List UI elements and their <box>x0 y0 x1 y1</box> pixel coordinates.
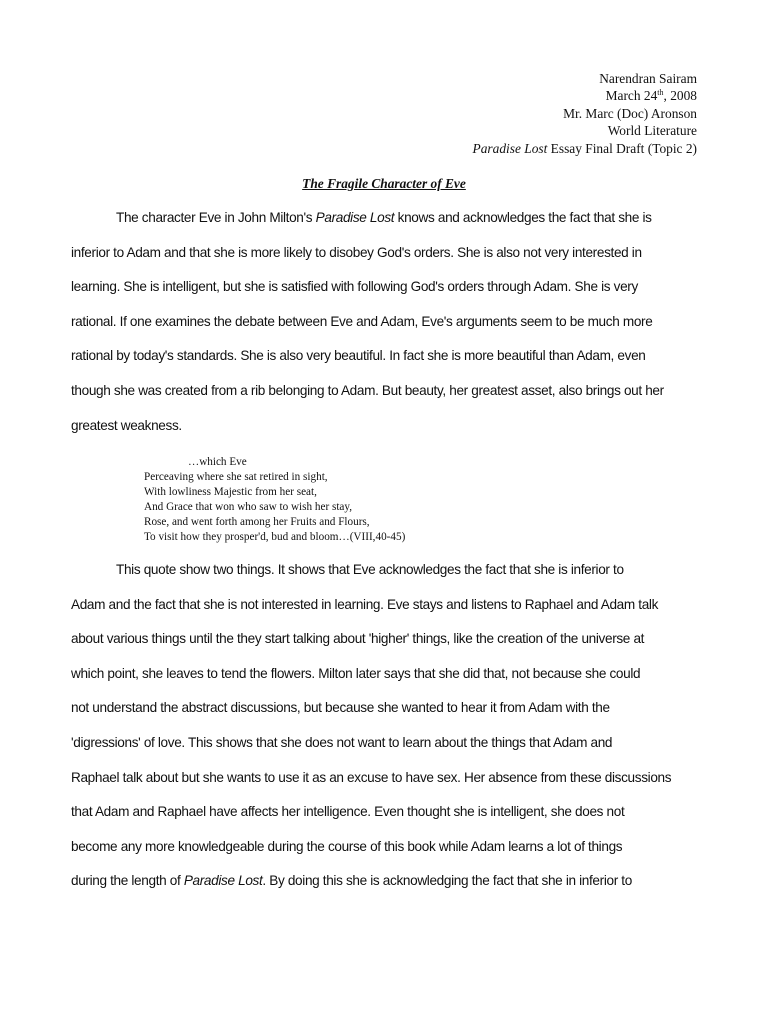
paragraph-line: Raphael talk about but she wants to use it as an excuse to have sex. Her absence from these discussions <box>71 769 672 785</box>
paragraph-line: learning. She is intelligent, but she is satisfied with following God's orders through Adam. She is very <box>71 279 638 295</box>
date-text: March 24 <box>605 88 658 104</box>
paragraph-line: rational. If one examines the debate between Eve and Adam, Eve's arguments seem to be much more <box>71 313 653 329</box>
teacher-name: Mr. Marc (Doc) Aronson <box>563 105 697 121</box>
quote-line: To visit how they prosper'd, bud and bloom…(VIII,40-45) <box>144 530 406 543</box>
line-text: The character Eve in John Milton's <box>116 210 316 225</box>
paragraph-line: 'digressions' of love. This shows that she does not want to learn about the things that Adam and <box>71 734 613 750</box>
quote-line: And Grace that won who saw to wish her stay, <box>144 500 353 513</box>
paragraph-line: though she was created from a rib belonging to Adam. But beauty, her greatest asset, also brings out her <box>71 382 664 398</box>
assignment-line <box>473 140 697 157</box>
paragraph-line: Adam and the fact that she is not interested in learning. Eve stays and listens to Raphael and Adam talk <box>71 596 659 612</box>
line-text: knows and acknowledges the fact that she is <box>394 210 652 225</box>
paragraph-line <box>71 208 711 243</box>
essay-date <box>473 87 697 104</box>
course-name: World Literature <box>607 123 697 139</box>
paragraph-line: about various things until the they start talking about 'higher' things, like the creation of the universe at <box>71 631 645 647</box>
essay-header <box>473 70 697 157</box>
block-quote <box>144 455 484 544</box>
paragraph-line <box>71 871 711 906</box>
assignment-description: Essay Final Draft (Topic 2) <box>547 140 697 156</box>
quote-line: …which Eve <box>188 456 247 468</box>
paragraph-1 <box>71 208 711 450</box>
line-text: . By doing this she is acknowledging the fact that she in inferior to <box>262 873 632 889</box>
book-title: Paradise Lost <box>315 210 395 225</box>
date-ordinal: th <box>657 88 664 98</box>
assignment-book-title: Paradise Lost <box>472 140 548 156</box>
paragraph-2 <box>71 560 711 906</box>
paragraph-line: that Adam and Raphael have affects her intelligence. Even thought she is intelligent, she does not <box>71 804 625 820</box>
line-text: during the length of <box>71 873 184 889</box>
paragraph-line: This quote show two things. It shows that Eve acknowledges the fact that she is inferior to <box>116 562 624 577</box>
paragraph-line: rational by today's standards. She is also very beautiful. In fact she is more beautiful than Adam, even <box>71 348 646 364</box>
paragraph-line: not understand the abstract discussions, but because she wanted to hear it from Adam with the <box>71 700 610 716</box>
book-title: Paradise Lost <box>183 873 263 889</box>
quote-line: With lowliness Majestic from her seat, <box>144 485 317 498</box>
essay-title: The Fragile Character of Eve <box>302 176 466 191</box>
paragraph-line: greatest weakness. <box>71 417 182 433</box>
paragraph-line: which point, she leaves to tend the flowers. Milton later says that she did that, not because she could <box>71 665 641 681</box>
paragraph-line: inferior to Adam and that she is more likely to disobey God's orders. She is also not very interested in <box>71 244 642 260</box>
paragraph-line: become any more knowledgeable during the course of this book while Adam learns a lot of things <box>71 838 623 854</box>
date-year: , 2008 <box>663 88 697 104</box>
author-name: Narendran Sairam <box>599 71 697 86</box>
quote-line: Perceaving where she sat retired in sight, <box>144 470 328 483</box>
quote-line: Rose, and went forth among her Fruits and Flours, <box>144 515 370 528</box>
